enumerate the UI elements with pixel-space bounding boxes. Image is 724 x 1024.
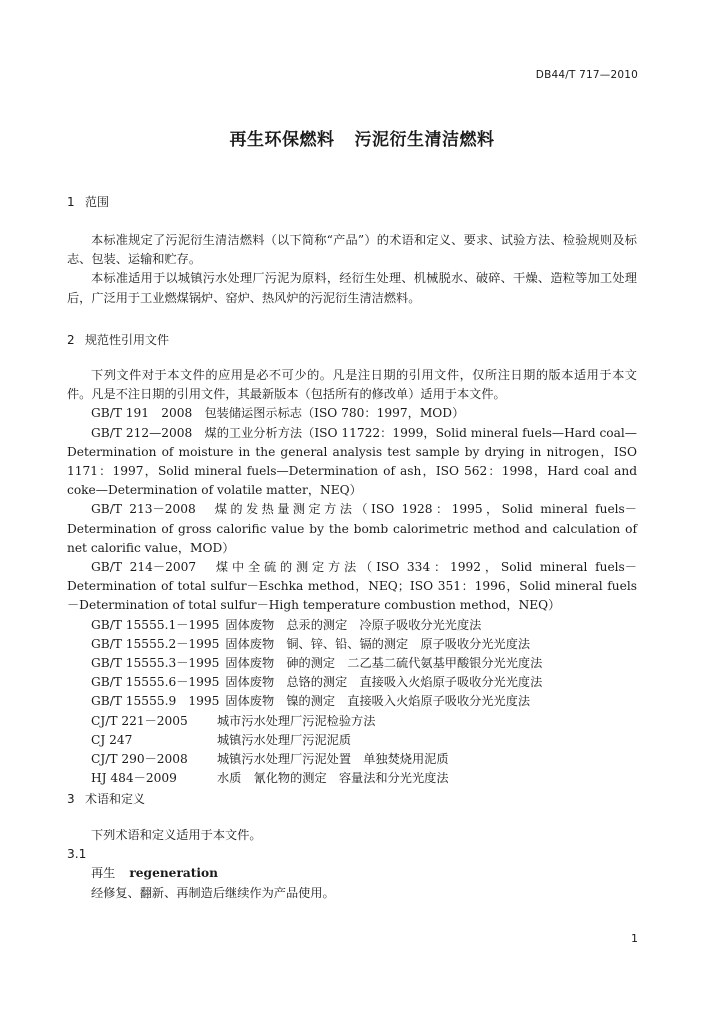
reference-title: 固体废物 砷的测定 二乙基二硫代氨基甲酸银分光光度法: [225, 656, 543, 671]
section-title: 规范性引用文件: [85, 333, 170, 347]
section-number: 2: [67, 333, 75, 347]
title-part-2: 污泥衍生清洁燃料: [354, 130, 495, 150]
paragraph: 下列术语和定义适用于本文件。: [91, 828, 262, 842]
reference-item: [67, 750, 637, 769]
reference-code: GB/T 15555.3－1995: [91, 656, 220, 671]
section-3-heading: [67, 790, 145, 807]
reference-item: GB/T 214－2007 煤中全硫的测定方法（ISO 334：1992，Solid mineral fuels－Determination of total sulfur－Eschka method，NEQ；ISO 351：1996，Solid mineral fuels－Determination of total sulfur－High temperature combustion method，NEQ）: [67, 560, 637, 613]
reference-item: [67, 616, 637, 635]
reference-title: 固体废物 总汞的测定 冷原子吸收分光光度法: [225, 617, 482, 632]
term-english: regeneration: [129, 866, 219, 881]
reference-item: [67, 712, 637, 731]
reference-item: [67, 673, 637, 692]
reference-title: 城市污水处理厂污泥检验方法: [217, 713, 376, 728]
reference-code: GB/T 15555.2－1995: [91, 636, 220, 651]
term-number: 3.1: [67, 847, 87, 862]
reference-code: HJ 484－2009: [91, 771, 177, 786]
reference-item: [67, 769, 637, 788]
reference-code: GB/T 15555.9 1995: [91, 694, 220, 709]
reference-item: [67, 635, 637, 654]
reference-title: 城镇污水处理厂污泥泥质: [217, 732, 352, 747]
reference-code: CJ/T 290－2008: [91, 752, 188, 767]
reference-code: GB/T 15555.1－1995: [91, 617, 220, 632]
section-1-heading: [67, 193, 109, 210]
section-title: 范围: [85, 195, 110, 209]
term-entry: [67, 864, 637, 883]
title-part-1: 再生环保燃料: [229, 130, 335, 150]
section-title: 术语和定义: [85, 792, 146, 806]
reference-title: 城镇污水处理厂污泥处置 单独焚烧用泥质: [217, 752, 449, 767]
term-chinese: 再生: [91, 866, 116, 881]
section-3-body: [67, 826, 637, 903]
reference-code: CJ/T 221－2005: [91, 713, 188, 728]
section-number: 1: [67, 195, 75, 209]
reference-code: GB/T 15555.6－1995: [91, 675, 220, 690]
reference-item: GB/T 213－2008 煤的发热量测定方法（ISO 1928：1995，Solid mineral fuels－Determination of gross calorific value by the bomb calorimetric method and calculation of net calorific value，MOD）: [67, 502, 637, 555]
reference-item: GB/T 212—2008 煤的工业分析方法（ISO 11722：1999，Solid mineral fuels—Hard coal—Determination of moisture in the general analysis test sample by drying in nitrogen，ISO 1171：1997，Solid mineral fuels—Determination of ash，ISO 562：1998，Hard coal and coke—Determination of volatile matter，NEQ）: [67, 425, 637, 498]
paragraph: 本标准规定了污泥衍生清洁燃料（以下简称“产品”）的术语和定义、要求、试验方法、检验规则及标志、包装、运输和贮存。: [67, 233, 637, 267]
reference-title: 固体废物 铜、锌、铅、镉的测定 原子吸收分光光度法: [225, 636, 531, 651]
section-2-body: [67, 366, 637, 788]
paragraph: 本标准适用于以城镇污水处理厂污泥为原料，经衍生处理、机械脱水、破碎、干燥、造粒等加工处理后，广泛用于工业燃煤锅炉、窑炉、热风炉的污泥衍生清洁燃料。: [67, 271, 637, 305]
page-number: 1: [631, 932, 638, 945]
section-number: 3: [67, 792, 75, 806]
section-1-body: [67, 231, 637, 308]
standard-code: DB44/T 717—2010: [535, 69, 638, 81]
term-definition: 经修复、翻新、再制造后继续作为产品使用。: [91, 885, 335, 900]
paragraph: 下列文件对于本文件的应用是必不可少的。凡是注日期的引用文件，仅所注日期的版本适用于本文件。凡是不注日期的引用文件，其最新版本（包括所有的修改单）适用于本文件。: [67, 368, 637, 402]
reference-title: 固体废物 镍的测定 直接吸入火焰原子吸收分光光度法: [225, 694, 531, 709]
reference-item: [67, 731, 637, 750]
section-2-heading: [67, 331, 169, 348]
reference-title: 水质 氰化物的测定 容量法和分光光度法: [217, 771, 449, 786]
reference-title: 固体废物 总铬的测定 直接吸入火焰原子吸收分光光度法: [225, 675, 543, 690]
reference-item: GB/T 191 2008 包装储运图示标志（ISO 780：1997，MOD）: [91, 406, 465, 421]
reference-code: CJ 247: [91, 732, 133, 747]
reference-item: [67, 692, 637, 711]
reference-item: [67, 654, 637, 673]
document-title: [0, 125, 724, 150]
